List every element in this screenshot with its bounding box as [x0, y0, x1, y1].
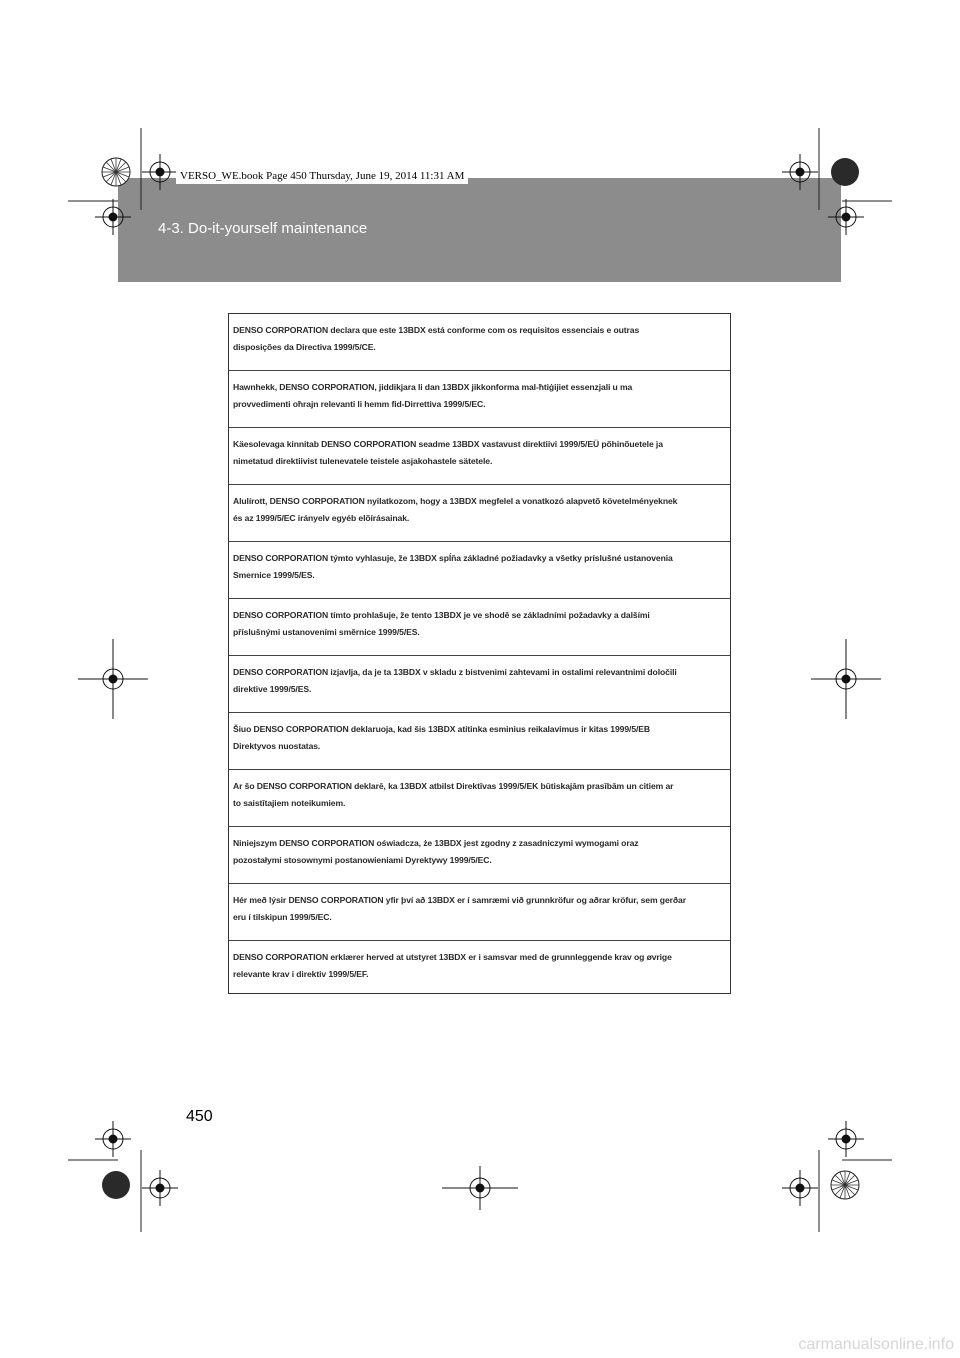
declaration-line: Niniejszym DENSO CORPORATION oświadcza, że 13BDX jest zgodny z zasadniczymi wymogami oraz — [233, 838, 639, 848]
registration-target-icon — [828, 199, 864, 235]
declaration-row — [229, 656, 730, 713]
declaration-line: Hér með lýsir DENSO CORPORATION yfir því að 13BDX er í samræmi við grunnkröfur og aðrar kröfur, sem gerðar — [233, 895, 686, 905]
site-watermark: carmanualsonline.info — [798, 1336, 954, 1353]
starburst-mark-icon — [102, 158, 130, 186]
registration-target-icon — [442, 1166, 518, 1210]
section-title: 4-3. Do-it-yourself maintenance — [158, 220, 368, 237]
declaration-line: és az 1999/5/EC irányelv egyéb elõírásainak. — [233, 513, 410, 523]
declaration-line: nimetatud direktiivist tulenevatele teistele asjakohastele sätetele. — [233, 456, 493, 466]
registration-target-icon — [95, 199, 131, 235]
book-page-stamp: VERSO_WE.book Page 450 Thursday, June 19, 2014 11:31 AM — [176, 168, 468, 184]
declaration-row — [229, 428, 730, 485]
solid-dot-mark-icon — [831, 158, 859, 186]
declaration-row — [229, 485, 730, 542]
declaration-row — [229, 770, 730, 827]
page-number: 450 — [186, 1108, 213, 1125]
declaration-line: Hawnhekk, DENSO CORPORATION, jiddikjara li dan 13BDX jikkonforma mal-ħtiġijiet essenzjali u ma — [233, 382, 633, 392]
declaration-row — [229, 884, 730, 941]
declaration-line: DENSO CORPORATION izjavlja, da je ta 13BDX v skladu z bistvenimi zahtevami in ostalimi relevantnimi določili — [233, 667, 677, 677]
declaration-row — [229, 314, 730, 371]
registration-target-icon — [782, 1170, 818, 1206]
declaration-row — [229, 542, 730, 599]
registration-target-icon — [782, 154, 818, 190]
registration-target-icon — [95, 1121, 131, 1157]
declaration-line: direktive 1999/5/ES. — [233, 684, 312, 694]
declaration-table — [228, 313, 731, 994]
declaration-line: Smernice 1999/5/ES. — [233, 570, 315, 580]
declaration-line: Direktyvos nuostatas. — [233, 741, 321, 751]
declaration-line: disposições da Directiva 1999/5/CE. — [233, 342, 376, 352]
declaration-row — [229, 599, 730, 656]
registration-target-icon — [142, 154, 178, 190]
declaration-line: to saistītajiem noteikumiem. — [233, 798, 346, 808]
declaration-line: Alulírott, DENSO CORPORATION nyilatkozom, hogy a 13BDX megfelel a vonatkozó alapvetõ követelményeknek — [233, 496, 678, 506]
registration-target-icon — [828, 1121, 864, 1157]
declaration-row — [229, 371, 730, 428]
registration-target-icon — [142, 1170, 178, 1206]
starburst-mark-icon — [831, 1171, 859, 1199]
declaration-line: Ar šo DENSO CORPORATION deklarē, ka 13BDX atbilst Direktīvas 1999/5/EK būtiskajām prasībām un citiem ar — [233, 781, 674, 791]
declaration-line: Käesolevaga kinnitab DENSO CORPORATION seadme 13BDX vastavust direktiivi 1999/5/EÜ põhinõuetele ja — [233, 439, 663, 449]
solid-dot-mark-icon — [102, 1171, 130, 1199]
declaration-line: DENSO CORPORATION tímto prohlašuje, že tento 13BDX je ve shodě se základními požadavky a dalšími — [233, 610, 650, 620]
declaration-row — [229, 827, 730, 884]
declaration-line: DENSO CORPORATION declara que este 13BDX está conforme com os requisitos essenciais e outras — [233, 325, 640, 335]
declaration-line: příslušnými ustanoveními směrnice 1999/5/ES. — [233, 627, 420, 637]
registration-target-icon — [811, 639, 881, 719]
registration-target-icon — [78, 639, 148, 719]
declaration-line: provvedimenti oħrajn relevanti li hemm fid-Dirrettiva 1999/5/EC. — [233, 399, 486, 409]
declaration-line: DENSO CORPORATION týmto vyhlasuje, že 13BDX spĺňa základné požiadavky a všetky príslušné ustanovenia — [233, 553, 673, 563]
declaration-row — [229, 713, 730, 770]
declaration-line: DENSO CORPORATION erklærer herved at utstyret 13BDX er i samsvar med de grunnleggende krav og øvrige — [233, 952, 672, 962]
declaration-row — [229, 941, 730, 1001]
declaration-line: pozostałymi stosownymi postanowieniami Dyrektywy 1999/5/EC. — [233, 855, 492, 865]
declaration-line: Šiuo DENSO CORPORATION deklaruoja, kad šis 13BDX atitinka esminius reikalavimus ir kitas 1999/5/EB — [233, 724, 651, 734]
declaration-line: relevante krav i direktiv 1999/5/EF. — [233, 969, 369, 979]
declaration-line: eru í tilskipun 1999/5/EC. — [233, 912, 332, 922]
